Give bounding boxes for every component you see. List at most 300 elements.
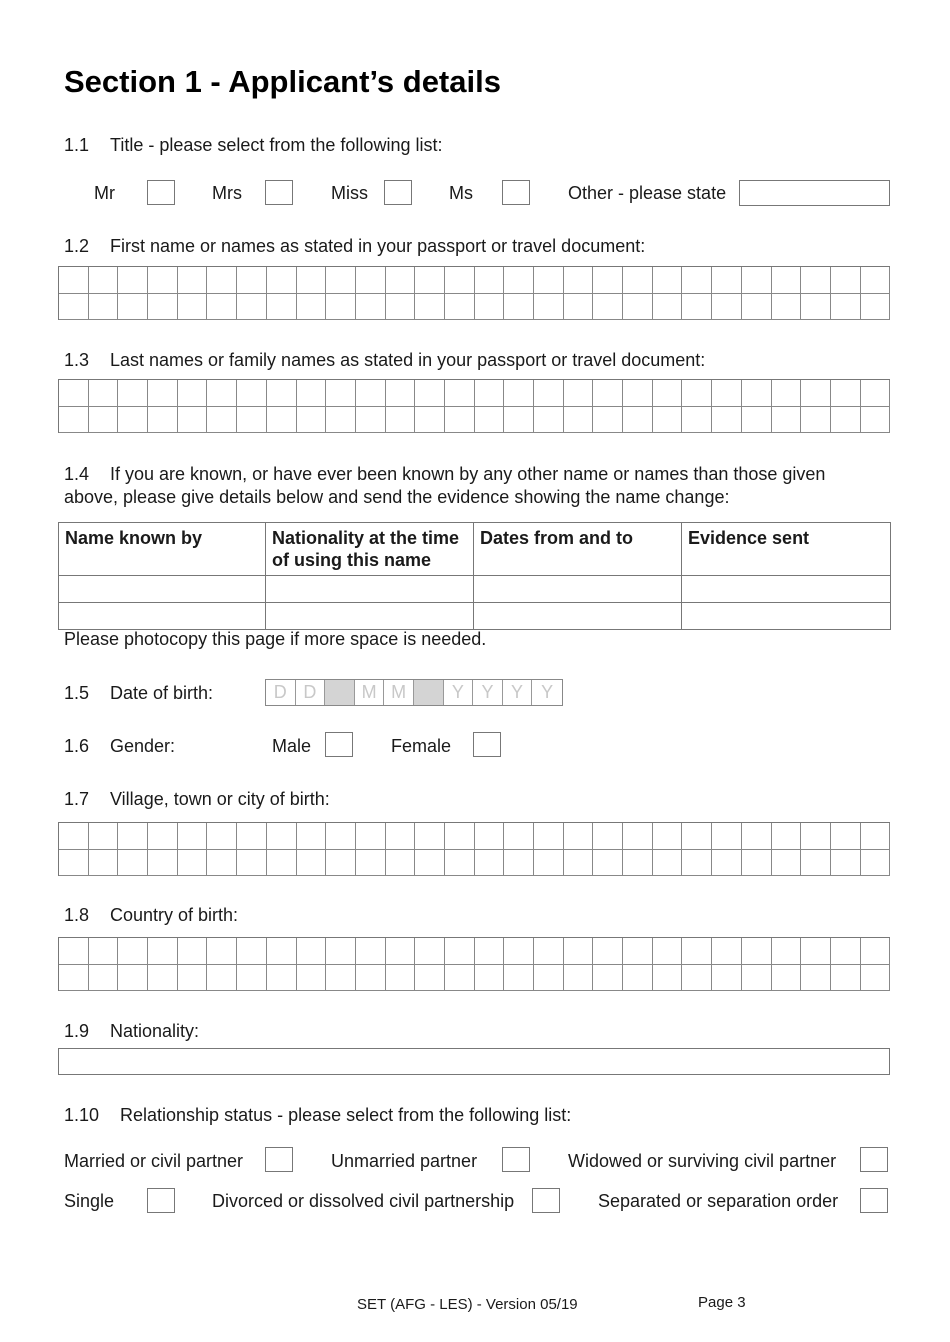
- question-number: 1.5: [64, 683, 90, 703]
- char-box[interactable]: [356, 965, 386, 992]
- char-box[interactable]: [356, 938, 386, 965]
- char-box[interactable]: [593, 850, 623, 877]
- char-box[interactable]: [801, 965, 831, 992]
- char-box[interactable]: [623, 850, 653, 877]
- table-cell[interactable]: [266, 576, 474, 603]
- char-box[interactable]: [801, 823, 831, 850]
- char-box[interactable]: [861, 823, 891, 850]
- char-box[interactable]: [682, 965, 712, 992]
- gender-female-checkbox[interactable]: [473, 732, 501, 757]
- dob-month-digit[interactable]: M: [384, 680, 414, 705]
- char-box[interactable]: [772, 267, 802, 294]
- gender-female-label: Female: [391, 736, 452, 756]
- char-box[interactable]: [415, 850, 445, 877]
- char-box[interactable]: [623, 407, 653, 434]
- char-box[interactable]: [653, 380, 683, 407]
- char-box[interactable]: [207, 850, 237, 877]
- char-box[interactable]: [267, 965, 297, 992]
- char-box[interactable]: [772, 965, 802, 992]
- char-box[interactable]: [237, 294, 267, 321]
- char-box[interactable]: [386, 823, 416, 850]
- char-box[interactable]: [445, 850, 475, 877]
- char-box[interactable]: [682, 267, 712, 294]
- char-box[interactable]: [534, 965, 564, 992]
- char-box[interactable]: [623, 938, 653, 965]
- question-number: 1.9: [64, 1021, 90, 1041]
- char-box[interactable]: [415, 938, 445, 965]
- char-box[interactable]: [831, 294, 861, 321]
- status-widowed-checkbox[interactable]: [860, 1147, 888, 1172]
- char-box[interactable]: [356, 267, 386, 294]
- gender-male-label: Male: [272, 736, 312, 756]
- char-box[interactable]: [445, 294, 475, 321]
- title-miss-checkbox[interactable]: [384, 180, 412, 205]
- question-text: If you are known, or have ever been known by any other name or names than those given: [110, 464, 826, 484]
- char-box[interactable]: [89, 850, 119, 877]
- dob-day-digit[interactable]: D: [266, 680, 296, 705]
- title-mrs-checkbox[interactable]: [265, 180, 293, 205]
- char-box[interactable]: [326, 380, 356, 407]
- char-box[interactable]: [326, 965, 356, 992]
- char-box[interactable]: [772, 407, 802, 434]
- char-box[interactable]: [297, 267, 327, 294]
- char-box[interactable]: [712, 267, 742, 294]
- status-divorced-label: Divorced or dissolved civil partnership: [212, 1191, 515, 1211]
- char-box[interactable]: [415, 267, 445, 294]
- char-box[interactable]: [267, 407, 297, 434]
- char-box[interactable]: [415, 294, 445, 321]
- char-box[interactable]: [445, 965, 475, 992]
- char-box[interactable]: [178, 267, 208, 294]
- char-box[interactable]: [623, 380, 653, 407]
- char-box[interactable]: [445, 380, 475, 407]
- char-box[interactable]: [593, 965, 623, 992]
- char-box[interactable]: [59, 850, 89, 877]
- char-box[interactable]: [504, 267, 534, 294]
- char-box[interactable]: [386, 407, 416, 434]
- char-box[interactable]: [297, 823, 327, 850]
- char-box[interactable]: [148, 850, 178, 877]
- char-box[interactable]: [653, 850, 683, 877]
- char-box[interactable]: [861, 850, 891, 877]
- char-box[interactable]: [386, 294, 416, 321]
- char-box[interactable]: [504, 965, 534, 992]
- nationality-input[interactable]: [58, 1048, 890, 1075]
- char-box[interactable]: [593, 823, 623, 850]
- char-box[interactable]: [475, 938, 505, 965]
- char-box[interactable]: [326, 294, 356, 321]
- char-box[interactable]: [59, 407, 89, 434]
- char-box[interactable]: [742, 938, 772, 965]
- char-box[interactable]: [415, 380, 445, 407]
- char-box[interactable]: [682, 407, 712, 434]
- char-box[interactable]: [682, 294, 712, 321]
- char-box[interactable]: [504, 823, 534, 850]
- char-box[interactable]: [415, 965, 445, 992]
- char-box[interactable]: [415, 407, 445, 434]
- char-box[interactable]: [712, 407, 742, 434]
- char-box[interactable]: [267, 938, 297, 965]
- char-box[interactable]: [207, 965, 237, 992]
- char-box[interactable]: [801, 407, 831, 434]
- char-box[interactable]: [831, 407, 861, 434]
- title-ms-label: Ms: [449, 183, 473, 203]
- table-cell[interactable]: [682, 576, 891, 603]
- char-box[interactable]: [593, 407, 623, 434]
- char-box[interactable]: [801, 380, 831, 407]
- char-box[interactable]: [742, 850, 772, 877]
- char-box[interactable]: [564, 407, 594, 434]
- char-box[interactable]: [178, 965, 208, 992]
- char-box[interactable]: [237, 380, 267, 407]
- gender-male-checkbox[interactable]: [325, 732, 353, 757]
- question-text: Date of birth:: [110, 683, 214, 703]
- question-text: Village, town or city of birth:: [110, 789, 330, 809]
- char-box[interactable]: [593, 294, 623, 321]
- char-box[interactable]: [742, 823, 772, 850]
- char-box[interactable]: [237, 938, 267, 965]
- char-box[interactable]: [356, 407, 386, 434]
- char-box[interactable]: [89, 938, 119, 965]
- char-box[interactable]: [326, 407, 356, 434]
- question-number: 1.6: [64, 736, 90, 756]
- dob-month-digit[interactable]: M: [355, 680, 385, 705]
- char-box[interactable]: [356, 294, 386, 321]
- char-box[interactable]: [356, 823, 386, 850]
- char-box[interactable]: [475, 294, 505, 321]
- dob-year-digit[interactable]: Y: [541, 682, 554, 702]
- char-box[interactable]: [564, 938, 594, 965]
- char-box[interactable]: [504, 294, 534, 321]
- char-box[interactable]: [653, 823, 683, 850]
- char-box[interactable]: [831, 938, 861, 965]
- char-box[interactable]: [237, 267, 267, 294]
- char-box[interactable]: [564, 850, 594, 877]
- char-box[interactable]: [178, 850, 208, 877]
- char-box[interactable]: [831, 267, 861, 294]
- char-box[interactable]: [861, 294, 891, 321]
- char-box[interactable]: [118, 965, 148, 992]
- char-box[interactable]: [89, 380, 119, 407]
- char-box[interactable]: [504, 380, 534, 407]
- char-box[interactable]: [297, 850, 327, 877]
- char-box[interactable]: [297, 380, 327, 407]
- dob-day-digit[interactable]: D: [296, 680, 326, 705]
- char-box[interactable]: [237, 407, 267, 434]
- char-box[interactable]: [59, 294, 89, 321]
- question-number: 1.7: [64, 789, 90, 809]
- char-box[interactable]: [564, 294, 594, 321]
- dob-separator: [414, 680, 444, 705]
- question-1-3: [64, 350, 705, 371]
- page-number: Page 3: [698, 1294, 746, 1311]
- last-name-grid[interactable]: [58, 379, 890, 433]
- char-box[interactable]: [207, 294, 237, 321]
- title-mrs-label: Mrs: [212, 183, 242, 203]
- char-box[interactable]: [326, 267, 356, 294]
- question-1-2: [64, 236, 645, 257]
- char-box[interactable]: [445, 267, 475, 294]
- date-of-birth-input[interactable]: [265, 679, 563, 706]
- char-box[interactable]: [772, 850, 802, 877]
- char-box[interactable]: [742, 407, 772, 434]
- table-cell[interactable]: [474, 603, 682, 630]
- char-box[interactable]: [534, 823, 564, 850]
- char-box[interactable]: [178, 380, 208, 407]
- table-cell[interactable]: [59, 576, 266, 603]
- question-number: 1.2: [64, 236, 90, 256]
- table-cell[interactable]: [474, 576, 682, 603]
- char-box[interactable]: [712, 965, 742, 992]
- photocopy-note: Please photocopy this page if more space is needed.: [64, 629, 487, 649]
- char-box[interactable]: [59, 267, 89, 294]
- char-box[interactable]: [712, 294, 742, 321]
- char-box[interactable]: [682, 823, 712, 850]
- char-box[interactable]: [267, 294, 297, 321]
- char-box[interactable]: [712, 850, 742, 877]
- char-box[interactable]: [861, 965, 891, 992]
- char-box[interactable]: [89, 965, 119, 992]
- title-other-label: Other - please state: [568, 183, 727, 203]
- question-1-5: [64, 683, 213, 704]
- char-box[interactable]: [118, 380, 148, 407]
- char-box[interactable]: [59, 823, 89, 850]
- char-box[interactable]: [356, 850, 386, 877]
- place-of-birth-grid[interactable]: [58, 822, 890, 876]
- char-box[interactable]: [564, 823, 594, 850]
- char-box[interactable]: [831, 850, 861, 877]
- char-box[interactable]: [89, 823, 119, 850]
- char-box[interactable]: [534, 267, 564, 294]
- char-box[interactable]: [593, 938, 623, 965]
- char-box[interactable]: [801, 938, 831, 965]
- char-box[interactable]: [475, 267, 505, 294]
- status-single-checkbox[interactable]: [147, 1188, 175, 1213]
- table-cell[interactable]: [682, 603, 891, 630]
- char-box[interactable]: [801, 294, 831, 321]
- char-box[interactable]: [861, 938, 891, 965]
- char-box[interactable]: [653, 938, 683, 965]
- char-box[interactable]: [653, 294, 683, 321]
- char-box[interactable]: [504, 938, 534, 965]
- char-box[interactable]: [267, 823, 297, 850]
- status-unmarried-checkbox[interactable]: [502, 1147, 530, 1172]
- char-box[interactable]: [534, 294, 564, 321]
- char-box[interactable]: [148, 965, 178, 992]
- table-cell[interactable]: [266, 603, 474, 630]
- char-box[interactable]: [712, 938, 742, 965]
- char-box[interactable]: [742, 294, 772, 321]
- char-box[interactable]: [207, 267, 237, 294]
- char-box[interactable]: [593, 267, 623, 294]
- char-box[interactable]: [148, 380, 178, 407]
- question-1-1: [64, 135, 442, 156]
- char-box[interactable]: [445, 407, 475, 434]
- char-box[interactable]: [772, 380, 802, 407]
- char-box[interactable]: [534, 380, 564, 407]
- char-box[interactable]: [623, 267, 653, 294]
- char-box[interactable]: [445, 823, 475, 850]
- question-text: First name or names as stated in your passport or travel document:: [110, 236, 646, 256]
- char-box[interactable]: [831, 965, 861, 992]
- char-box[interactable]: [207, 407, 237, 434]
- char-box[interactable]: [178, 294, 208, 321]
- char-box[interactable]: [207, 380, 237, 407]
- char-box[interactable]: [386, 938, 416, 965]
- char-box[interactable]: [534, 850, 564, 877]
- table-cell[interactable]: [59, 603, 266, 630]
- char-box[interactable]: [504, 850, 534, 877]
- first-name-grid[interactable]: [58, 266, 890, 320]
- char-box[interactable]: [742, 965, 772, 992]
- status-divorced-checkbox[interactable]: [532, 1188, 560, 1213]
- status-married-label: Married or civil partner: [64, 1151, 244, 1171]
- char-box[interactable]: [267, 267, 297, 294]
- dob-year-digit[interactable]: Y: [444, 680, 474, 705]
- char-box[interactable]: [682, 938, 712, 965]
- char-box[interactable]: [297, 294, 327, 321]
- char-box[interactable]: [415, 823, 445, 850]
- char-box[interactable]: [297, 407, 327, 434]
- char-box[interactable]: [207, 823, 237, 850]
- char-box[interactable]: [386, 380, 416, 407]
- char-box[interactable]: [564, 965, 594, 992]
- dob-year-digit[interactable]: Y: [473, 680, 503, 705]
- status-unmarried-label: Unmarried partner: [331, 1151, 478, 1171]
- char-box[interactable]: [148, 294, 178, 321]
- char-box[interactable]: [712, 823, 742, 850]
- char-box[interactable]: [356, 380, 386, 407]
- status-single-label: Single: [64, 1191, 115, 1211]
- char-box[interactable]: [148, 938, 178, 965]
- question-text: Last names or family names as stated in your passport or travel document:: [110, 350, 706, 370]
- char-box[interactable]: [148, 267, 178, 294]
- char-box[interactable]: [118, 294, 148, 321]
- char-box[interactable]: [861, 267, 891, 294]
- dob-year-digit[interactable]: Y: [503, 680, 533, 705]
- question-1-4: [64, 463, 894, 509]
- char-box[interactable]: [178, 823, 208, 850]
- char-box[interactable]: [742, 380, 772, 407]
- char-box[interactable]: [742, 267, 772, 294]
- char-box[interactable]: [237, 823, 267, 850]
- char-box[interactable]: [682, 380, 712, 407]
- char-box[interactable]: [772, 294, 802, 321]
- char-box[interactable]: [267, 850, 297, 877]
- char-box[interactable]: [89, 407, 119, 434]
- question-number: 1.10: [64, 1105, 100, 1125]
- char-box[interactable]: [623, 823, 653, 850]
- form-reference: SET (AFG - LES) - Version 05/19: [357, 1296, 578, 1313]
- country-of-birth-grid[interactable]: [58, 937, 890, 991]
- char-box[interactable]: [386, 965, 416, 992]
- col-header-dates: Dates from and to: [474, 523, 682, 576]
- char-box[interactable]: [386, 267, 416, 294]
- char-box[interactable]: [178, 938, 208, 965]
- question-1-10: [64, 1105, 571, 1126]
- char-box[interactable]: [801, 267, 831, 294]
- char-box[interactable]: [861, 407, 891, 434]
- question-text-continued: above, please give details below and send the evidence showing the name change:: [64, 487, 730, 507]
- char-box[interactable]: [772, 823, 802, 850]
- char-box[interactable]: [148, 407, 178, 434]
- char-box[interactable]: [564, 267, 594, 294]
- char-box[interactable]: [623, 965, 653, 992]
- char-box[interactable]: [267, 380, 297, 407]
- char-box[interactable]: [89, 294, 119, 321]
- char-box[interactable]: [148, 823, 178, 850]
- char-box[interactable]: [653, 267, 683, 294]
- char-box[interactable]: [59, 938, 89, 965]
- char-box[interactable]: [534, 938, 564, 965]
- char-box[interactable]: [623, 294, 653, 321]
- char-box[interactable]: [237, 850, 267, 877]
- char-box[interactable]: [593, 380, 623, 407]
- char-box[interactable]: [504, 407, 534, 434]
- char-box[interactable]: [326, 938, 356, 965]
- title-mr-checkbox[interactable]: [147, 180, 175, 205]
- char-box[interactable]: [89, 267, 119, 294]
- char-box[interactable]: [118, 823, 148, 850]
- col-header-name: Name known by: [59, 523, 266, 576]
- char-box[interactable]: [326, 823, 356, 850]
- status-widowed-label: Widowed or surviving civil partner: [568, 1151, 837, 1171]
- char-box[interactable]: [475, 380, 505, 407]
- status-separated-label: Separated or separation order: [598, 1191, 839, 1211]
- char-box[interactable]: [118, 938, 148, 965]
- char-box[interactable]: [475, 850, 505, 877]
- char-box[interactable]: [653, 965, 683, 992]
- title-ms-checkbox[interactable]: [502, 180, 530, 205]
- char-box[interactable]: [59, 380, 89, 407]
- char-box[interactable]: [178, 407, 208, 434]
- question-number: 1.8: [64, 905, 90, 925]
- char-box[interactable]: [653, 407, 683, 434]
- question-text: Country of birth:: [110, 905, 239, 925]
- char-box[interactable]: [682, 850, 712, 877]
- question-1-6: [64, 736, 175, 757]
- title-mr-label: Mr: [94, 183, 115, 203]
- char-box[interactable]: [445, 938, 475, 965]
- char-box[interactable]: [564, 380, 594, 407]
- char-box[interactable]: [118, 267, 148, 294]
- char-box[interactable]: [772, 938, 802, 965]
- char-box[interactable]: [534, 407, 564, 434]
- char-box[interactable]: [475, 965, 505, 992]
- status-married-checkbox[interactable]: [265, 1147, 293, 1172]
- char-box[interactable]: [475, 407, 505, 434]
- question-text: Gender:: [110, 736, 176, 756]
- char-box[interactable]: [831, 380, 861, 407]
- char-box[interactable]: [475, 823, 505, 850]
- title-other-input[interactable]: [739, 180, 890, 206]
- char-box[interactable]: [207, 938, 237, 965]
- char-box[interactable]: [861, 380, 891, 407]
- char-box[interactable]: [59, 965, 89, 992]
- status-separated-checkbox[interactable]: [860, 1188, 888, 1213]
- char-box[interactable]: [237, 965, 267, 992]
- char-box[interactable]: [326, 850, 356, 877]
- char-box[interactable]: [831, 823, 861, 850]
- char-box[interactable]: [118, 407, 148, 434]
- char-box[interactable]: [297, 965, 327, 992]
- char-box[interactable]: [297, 938, 327, 965]
- char-box[interactable]: [801, 850, 831, 877]
- char-box[interactable]: [386, 850, 416, 877]
- char-box[interactable]: [712, 380, 742, 407]
- question-text: Title - please select from the following list:: [110, 135, 443, 155]
- char-box[interactable]: [118, 850, 148, 877]
